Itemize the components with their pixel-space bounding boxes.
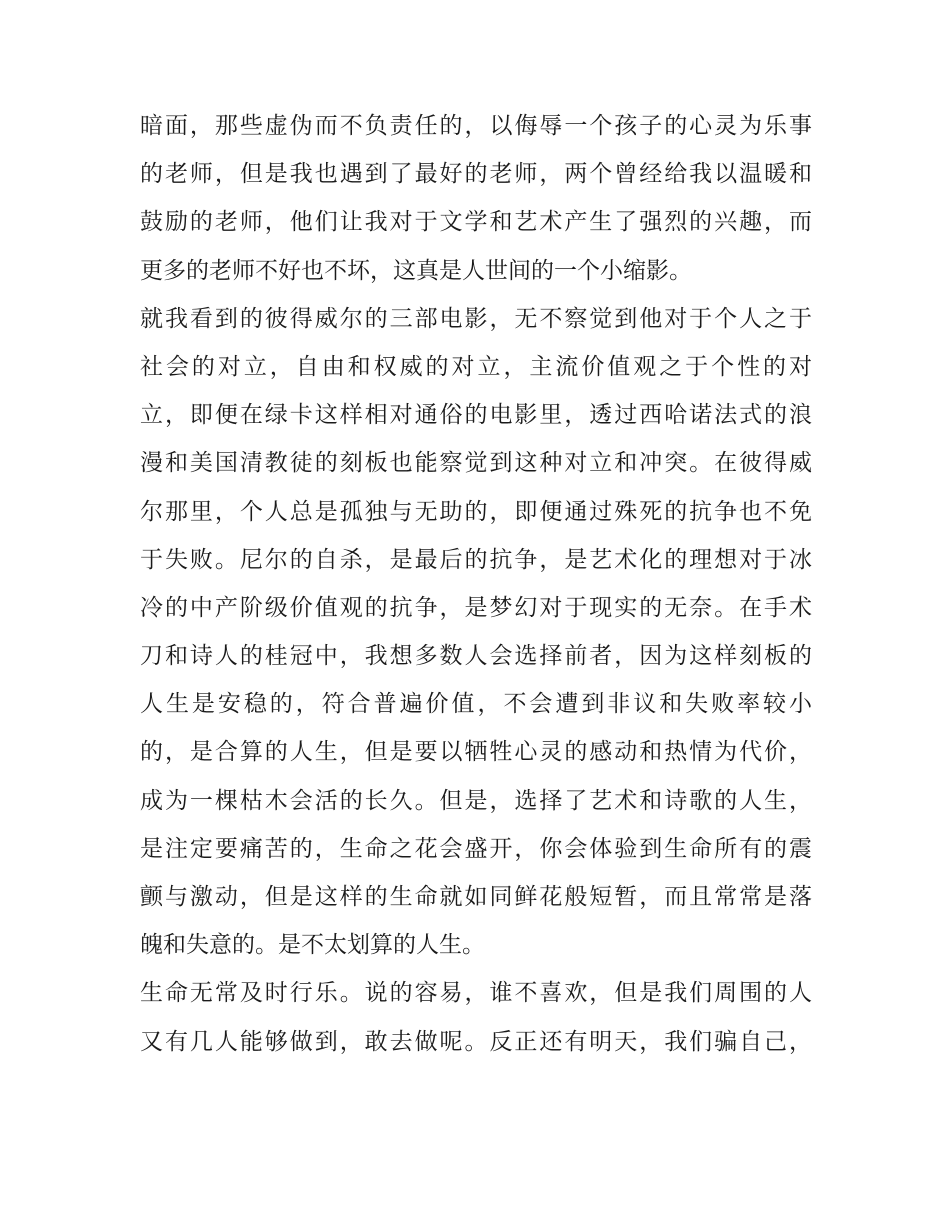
text-line: 鼓励的老师，他们让我对于文学和艺术产生了强烈的兴趣，而 <box>140 209 812 236</box>
text-line: 暗面，那些虚伪而不负责任的，以侮辱一个孩子的心灵为乐事 <box>140 113 812 139</box>
document-body <box>140 102 812 1066</box>
text-line: 立，即便在绿卡这样相对通俗的电影里，透过西哈诺法式的浪 <box>140 402 812 429</box>
text-line: 尔那里，个人总是孤独与无助的，即便通过殊死的抗争也不免 <box>140 498 812 525</box>
text-line: 漫和美国清教徒的刻板也能察觉到这种对立和冲突。在彼得威 <box>140 450 812 477</box>
text-line: 成为一棵枯木会活的长久。但是，选择了艺术和诗歌的人生， <box>140 787 812 814</box>
text-line: 人生是安稳的，符合普遍价值，不会遭到非议和失败率较小 <box>140 691 812 718</box>
text-line: 冷的中产阶级价值观的抗争，是梦幻对于现实的无奈。在手术 <box>140 594 812 621</box>
text-line: 于失败。尼尔的自杀，是最后的抗争，是艺术化的理想对于冰 <box>140 546 812 573</box>
text-line: 更多的老师不好也不坏，这真是人世间的一个小缩影。 <box>140 257 692 284</box>
text-line: 的，是合算的人生，但是要以牺牲心灵的感动和热情为代价， <box>140 739 812 766</box>
text-line: 的老师，但是我也遇到了最好的老师，两个曾经给我以温暖和 <box>140 161 812 188</box>
text-line: 魄和失意的。是不太划算的人生。 <box>140 932 485 959</box>
text-line: 就我看到的彼得威尔的三部电影，无不察觉到他对于个人之于 <box>140 305 812 332</box>
text-line: 又有几人能够做到，敢去做呢。反正还有明天，我们骗自己， <box>140 1028 812 1055</box>
text-line: 是注定要痛苦的，生命之花会盛开，你会体验到生命所有的震 <box>140 835 812 862</box>
text-line: 生命无常及时行乐。说的容易，谁不喜欢，但是我们周围的人 <box>140 980 812 1007</box>
text-line: 颤与激动，但是这样的生命就如同鲜花般短暂，而且常常是落 <box>140 884 812 910</box>
text-line: 刀和诗人的桂冠中，我想多数人会选择前者，因为这样刻板的 <box>140 643 812 670</box>
text-line: 社会的对立，自由和权威的对立，主流价值观之于个性的对 <box>140 353 812 380</box>
